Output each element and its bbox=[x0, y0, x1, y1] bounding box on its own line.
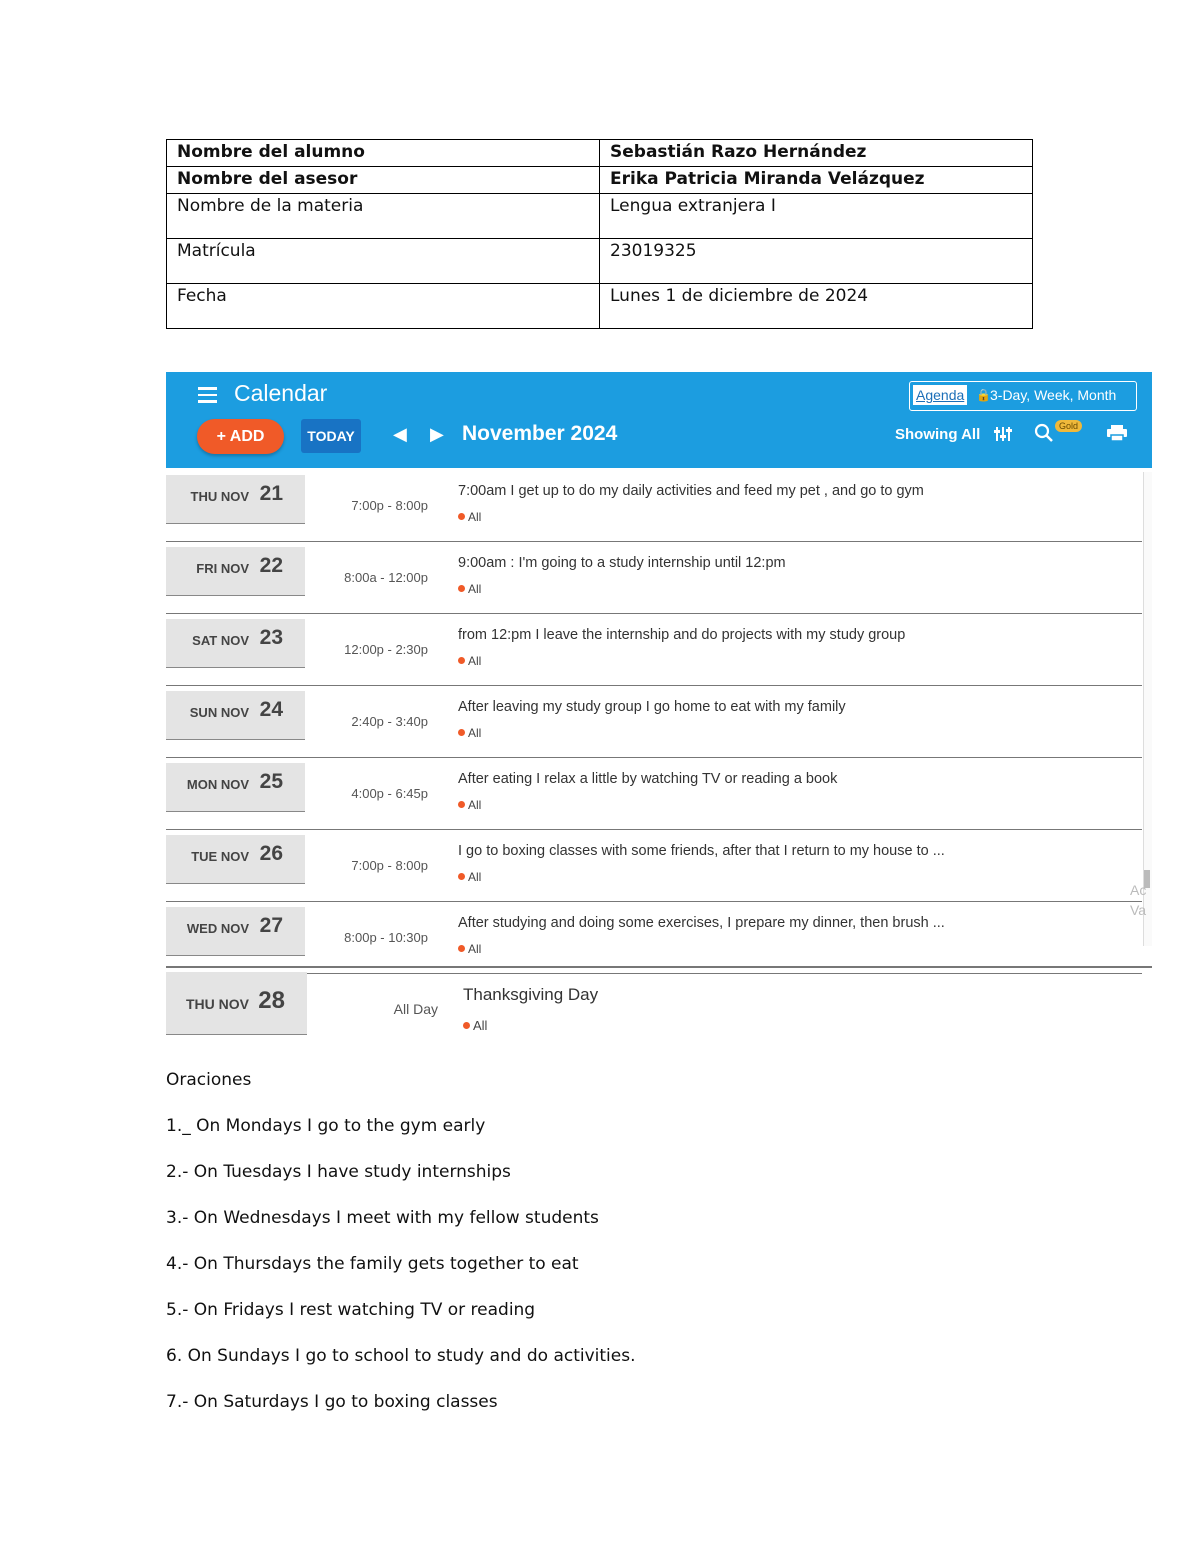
event-tag: All bbox=[458, 582, 481, 596]
event-time: 12:00p - 2:30p bbox=[344, 642, 428, 657]
tag-dot-icon bbox=[458, 729, 465, 736]
event-title[interactable]: from 12:pm I leave the internship and do projects with my study group bbox=[458, 627, 906, 643]
date-box bbox=[166, 691, 305, 740]
tag-dot-icon bbox=[458, 657, 465, 664]
info-row-student bbox=[167, 140, 1033, 167]
date-weekday: THU NOV bbox=[186, 996, 249, 1012]
event-tag: All bbox=[458, 726, 481, 740]
date-box bbox=[166, 972, 307, 1035]
agenda-row[interactable] bbox=[166, 686, 1142, 758]
agenda-list bbox=[166, 470, 1142, 956]
prev-arrow-icon[interactable]: ◀ bbox=[393, 424, 407, 444]
date-day: 24 bbox=[259, 698, 283, 721]
date-weekday: TUE NOV bbox=[191, 849, 249, 864]
agenda-row[interactable] bbox=[166, 614, 1142, 686]
tag-dot-icon bbox=[458, 873, 465, 880]
event-title[interactable]: 9:00am : I'm going to a study internship until 12:pm bbox=[458, 555, 786, 571]
agenda-row[interactable] bbox=[166, 758, 1142, 830]
date-box bbox=[166, 835, 305, 884]
gold-badge: Gold bbox=[1055, 420, 1082, 432]
date-day: 26 bbox=[259, 842, 283, 865]
event-tag: All bbox=[458, 654, 481, 668]
date-weekday: SAT NOV bbox=[192, 633, 249, 648]
date-weekday: SUN NOV bbox=[189, 705, 249, 720]
info-row-subject bbox=[167, 194, 1033, 239]
sentence-item: 7.- On Saturdays I go to boxing classes bbox=[166, 1392, 498, 1412]
calendar-header bbox=[166, 372, 1152, 468]
date-weekday: MON NOV bbox=[186, 777, 249, 792]
info-value: Lengua extranjera I bbox=[600, 194, 1033, 239]
date-box bbox=[166, 547, 305, 596]
date-box bbox=[166, 619, 305, 668]
tag-dot-icon bbox=[463, 1022, 470, 1029]
event-title[interactable]: Thanksgiving Day bbox=[463, 985, 599, 1004]
view-agenda-tab[interactable]: Agenda bbox=[913, 385, 967, 405]
date-day: 22 bbox=[259, 554, 283, 577]
event-tag: All bbox=[458, 942, 481, 956]
info-label: Fecha bbox=[167, 284, 600, 329]
event-tag: All bbox=[458, 510, 481, 524]
event-time: 7:00p - 8:00p bbox=[351, 498, 428, 513]
student-info-table bbox=[166, 139, 1033, 329]
event-title[interactable]: After eating I relax a little by watching TV or reading a book bbox=[458, 771, 838, 787]
tag-dot-icon bbox=[458, 585, 465, 592]
date-weekday: WED NOV bbox=[186, 921, 249, 936]
info-value: Sebastián Razo Hernández bbox=[600, 140, 1033, 167]
sentence-item: 6. On Sundays I go to school to study and do activities. bbox=[166, 1346, 636, 1366]
calendar-screenshot bbox=[166, 372, 1152, 1048]
date-day: 21 bbox=[259, 482, 283, 505]
info-label: Nombre del asesor bbox=[167, 167, 600, 194]
add-button[interactable]: + ADD bbox=[197, 419, 284, 454]
date-weekday: THU NOV bbox=[190, 489, 249, 504]
date-box bbox=[166, 763, 305, 812]
agenda-row-holiday[interactable] bbox=[166, 966, 1152, 1050]
activation-watermark: Ac Va bbox=[1130, 882, 1147, 918]
event-tag: All bbox=[463, 1018, 487, 1033]
today-button[interactable]: TODAY bbox=[301, 419, 361, 453]
view-switcher[interactable] bbox=[909, 381, 1137, 411]
info-row-date bbox=[167, 284, 1033, 329]
calendar-title: Calendar bbox=[234, 380, 328, 406]
event-time: 2:40p - 3:40p bbox=[351, 714, 428, 729]
event-time: 8:00a - 12:00p bbox=[344, 570, 428, 585]
event-title[interactable]: 7:00am I get up to do my daily activities and feed my pet , and go to gym bbox=[458, 483, 924, 499]
event-title[interactable]: After studying and doing some exercises, I prepare my dinner, then brush ... bbox=[458, 915, 945, 931]
print-icon[interactable] bbox=[1106, 424, 1128, 447]
search-icon[interactable] bbox=[1034, 423, 1054, 449]
month-title: November 2024 bbox=[462, 422, 618, 445]
event-time: 7:00p - 8:00p bbox=[351, 858, 428, 873]
event-tag: All bbox=[458, 870, 481, 884]
event-time: 8:00p - 10:30p bbox=[344, 930, 428, 945]
filter-icon[interactable] bbox=[993, 425, 1013, 448]
sentence-item: 1._ On Mondays I go to the gym early bbox=[166, 1116, 486, 1136]
info-row-advisor bbox=[167, 167, 1033, 194]
info-value: Erika Patricia Miranda Velázquez bbox=[600, 167, 1033, 194]
sentence-item: 3.- On Wednesdays I meet with my fellow students bbox=[166, 1208, 599, 1228]
agenda-row[interactable] bbox=[166, 830, 1142, 902]
date-day: 27 bbox=[259, 914, 283, 937]
info-label: Matrícula bbox=[167, 239, 600, 284]
tag-dot-icon bbox=[458, 945, 465, 952]
agenda-row[interactable] bbox=[166, 902, 1142, 974]
info-label: Nombre de la materia bbox=[167, 194, 600, 239]
sentences-heading: Oraciones bbox=[166, 1070, 252, 1090]
tag-dot-icon bbox=[458, 801, 465, 808]
tag-dot-icon bbox=[458, 513, 465, 520]
event-time: 4:00p - 6:45p bbox=[351, 786, 428, 801]
sentence-item: 2.- On Tuesdays I have study internships bbox=[166, 1162, 511, 1182]
date-day: 23 bbox=[259, 626, 283, 649]
date-box bbox=[166, 475, 305, 524]
event-title[interactable]: After leaving my study group I go home to eat with my family bbox=[458, 699, 846, 715]
date-day: 28 bbox=[258, 987, 285, 1014]
agenda-row[interactable] bbox=[166, 542, 1142, 614]
view-other-tabs[interactable]: 3-Day, Week, Month bbox=[990, 387, 1117, 403]
menu-icon[interactable] bbox=[198, 387, 217, 403]
agenda-row[interactable] bbox=[166, 470, 1142, 542]
date-box bbox=[166, 907, 305, 956]
date-day: 25 bbox=[259, 770, 283, 793]
info-row-id bbox=[167, 239, 1033, 284]
date-weekday: FRI NOV bbox=[196, 561, 249, 576]
event-title[interactable]: I go to boxing classes with some friends, after that I return to my house to ... bbox=[458, 843, 945, 859]
sentence-item: 5.- On Fridays I rest watching TV or reading bbox=[166, 1300, 536, 1320]
lock-icon: 🔒 bbox=[976, 388, 991, 402]
sentence-item: 4.- On Thursdays the family gets together to eat bbox=[166, 1254, 579, 1274]
info-value: Lunes 1 de diciembre de 2024 bbox=[600, 284, 1033, 329]
info-value: 23019325 bbox=[600, 239, 1033, 284]
event-time: All Day bbox=[393, 1001, 438, 1017]
info-label: Nombre del alumno bbox=[167, 140, 600, 167]
showing-filter-label[interactable]: Showing All bbox=[895, 426, 981, 443]
next-arrow-icon[interactable]: ▶ bbox=[430, 424, 444, 444]
event-tag: All bbox=[458, 798, 481, 812]
